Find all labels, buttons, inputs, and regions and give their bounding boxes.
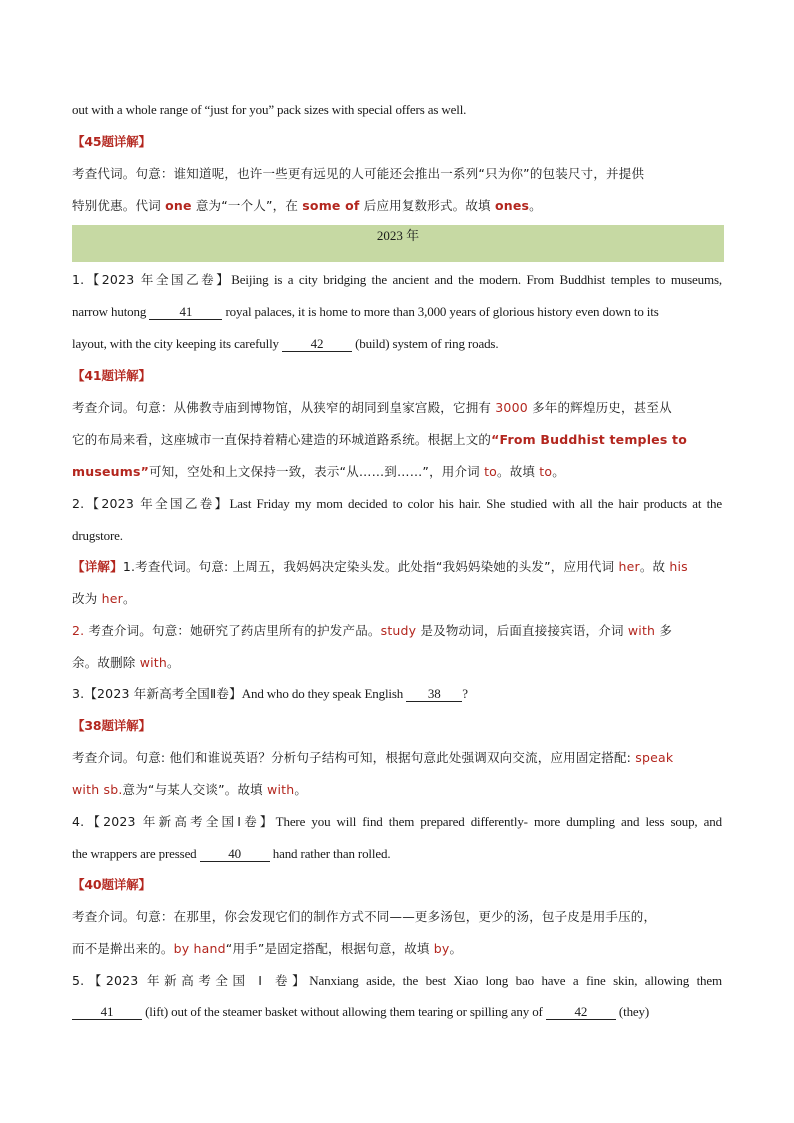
- year-label: 2023 年: [376, 228, 420, 243]
- question-line: 2.【2023 年全国乙卷】Last Friday my mom decided to color his hair. She studied with all the hair products at the: [72, 496, 723, 511]
- question-line: 41 (lift) out of the steamer basket without allowing them tearing or spilling any of 42 (they): [72, 1003, 722, 1021]
- question-line: the wrappers are pressed 40 hand rather than rolled.: [72, 846, 391, 861]
- source-tag: 3.【2023 年新高考全国Ⅱ卷】: [72, 686, 242, 701]
- explanation-line: museums”可知，空处和上文保持一致，表示“从……到……”，用介词 to。故填 to。: [72, 464, 565, 479]
- blank-38: 38: [406, 687, 462, 702]
- section-heading-38: 【38题详解】: [72, 718, 151, 733]
- source-tag: 4.【2023 年新高考全国Ⅰ卷】: [72, 814, 276, 829]
- explanation-line: 【详解】1.考查代词。句意: 上周五，我妈妈决定染头发。此处指“我妈妈染她的头发”，应用代词 her。故 his: [72, 559, 688, 574]
- blank-40: 40: [200, 847, 270, 862]
- explanation-line: 它的布局来看，这座城市一直保持着精心建造的环城道路系统。根据上文的“From Buddhist temples to: [72, 432, 688, 447]
- keyword: some of: [302, 198, 360, 213]
- question-line: layout, with the city keeping its carefully 42 (build) system of ring roads.: [72, 336, 499, 351]
- section-heading-40: 【40题详解】: [72, 877, 151, 892]
- question-line: narrow hutong 41 royal palaces, it is home to more than 3,000 years of glorious history even down to its: [72, 304, 659, 319]
- blank-41: 41: [72, 1005, 142, 1020]
- explanation-line: 余。故删除 with。: [72, 655, 180, 670]
- source-tag: 5.【2023 年新高考全国 Ⅰ 卷】: [72, 973, 310, 988]
- blank-42: 42: [282, 337, 352, 352]
- section-heading-41: 【41题详解】: [72, 368, 151, 383]
- section-heading-detail: 【详解】: [72, 559, 123, 574]
- question-line: 5.【2023 年新高考全国 Ⅰ 卷】Nanxiang aside, the best Xiao long bao have a fine skin, allowing them: [72, 973, 722, 988]
- keyword: one: [165, 198, 192, 213]
- explanation-line: 而不是擀出来的。by hand“用手”是固定搭配，根据句意，故填 by。: [72, 941, 463, 956]
- explanation-line: 考查介词。句意：从佛教寺庙到博物馆，从狭窄的胡同到皇家宫殿，它拥有 3000 多年的辉煌历史，甚至从: [72, 400, 672, 415]
- question-line: 4.【2023 年新高考全国Ⅰ卷】There you will find them prepared differently- more dumpling and less soup, and: [72, 814, 722, 829]
- blank-42: 42: [546, 1005, 616, 1020]
- explanation-line: 考查介词。句意: 他们和谁说英语？分析句子结构可知，根据句意此处强调双向交流，应用固定搭配: speak: [72, 750, 674, 765]
- explanation-line: 特别优惠。代词 one 意为“一个人”，在 some of 后应用复数形式。故填 ones。: [72, 198, 542, 213]
- explanation-line: with sb.意为“与某人交谈”。故填 with。: [72, 782, 308, 797]
- source-tag: 1.【2023 年全国乙卷】: [72, 272, 232, 287]
- source-tag: 2.【2023 年全国乙卷】: [72, 496, 230, 511]
- explanation-line: 改为 her。: [72, 591, 136, 606]
- keyword: ones: [494, 198, 530, 213]
- text-line: out with a whole range of “just for you” pack sizes with special offers as well.: [72, 102, 467, 117]
- blank-41: 41: [149, 305, 222, 320]
- question-line: 1.【2023 年全国乙卷】Beijing is a city bridging the ancient and the modern. From Buddhist temples to museums,: [72, 272, 722, 287]
- explanation-line: 考查代词。句意：谁知道呢，也许一些更有远见的人可能还会推出一系列“只为你”的包装尺寸，并提供: [72, 166, 645, 181]
- question-line: drugstore.: [72, 528, 123, 543]
- question-line: 3.【2023 年新高考全国Ⅱ卷】And who do they speak English 38 ?: [72, 686, 468, 701]
- year-band: [72, 225, 724, 262]
- explanation-line: 考查介词。句意：在那里，你会发现它们的制作方式不同——更多汤包，更少的汤，包子皮是用手压的，: [72, 909, 657, 924]
- section-heading-45: 【45题详解】: [72, 134, 151, 149]
- explanation-line: 2. 考查介词。句意：她研究了药店里所有的护发产品。study 是及物动词，后面直接接宾语，介词 with 多: [72, 623, 673, 638]
